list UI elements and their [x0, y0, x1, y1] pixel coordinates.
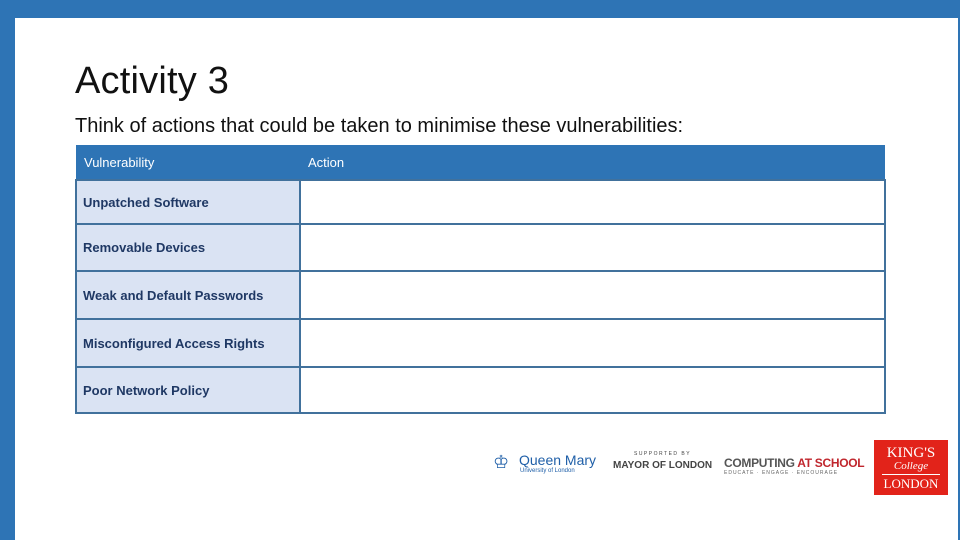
vulnerability-cell: Removable Devices — [76, 224, 300, 271]
crown-icon: ♔ — [493, 452, 510, 472]
vulnerability-cell: Weak and Default Passwords — [76, 271, 300, 319]
slide — [15, 18, 958, 540]
header-action: Action — [300, 145, 885, 180]
table-row — [76, 180, 885, 224]
action-cell[interactable] — [300, 271, 885, 319]
vulnerability-cell: Poor Network Policy — [76, 367, 300, 413]
mayor-of-london-logo: SUPPORTED BY MAYOR OF LONDON — [613, 451, 713, 471]
computing-at-school-logo: COMPUTING AT SCHOOL EDUCATE · ENGAGE · ENCOURAGE — [724, 456, 865, 476]
table-row — [76, 319, 885, 367]
action-cell[interactable] — [300, 180, 885, 224]
vulnerability-table — [75, 145, 886, 414]
table-row — [76, 367, 885, 413]
header-vulnerability: Vulnerability — [76, 145, 300, 180]
action-cell[interactable] — [300, 224, 885, 271]
action-cell[interactable] — [300, 319, 885, 367]
slide-subtitle: Think of actions that could be taken to minimise these vulnerabilities: — [75, 115, 684, 137]
table-row — [76, 271, 885, 319]
table-row — [76, 224, 885, 271]
vulnerability-cell: Misconfigured Access Rights — [76, 319, 300, 367]
table-header-row — [76, 145, 885, 180]
action-cell[interactable] — [300, 367, 885, 413]
slide-title: Activity 3 — [75, 60, 230, 102]
sponsor-logos: ♔ Queen Mary University of London SUPPORTED BY MAYOR OF LONDON COMPUTING AT SCHOOL EDUCATE · ENGAGE · ENCOURAGE KING'S College LONDON — [493, 438, 953, 498]
vulnerability-cell: Unpatched Software — [76, 180, 300, 224]
kings-college-logo: KING'S College LONDON — [874, 440, 948, 495]
